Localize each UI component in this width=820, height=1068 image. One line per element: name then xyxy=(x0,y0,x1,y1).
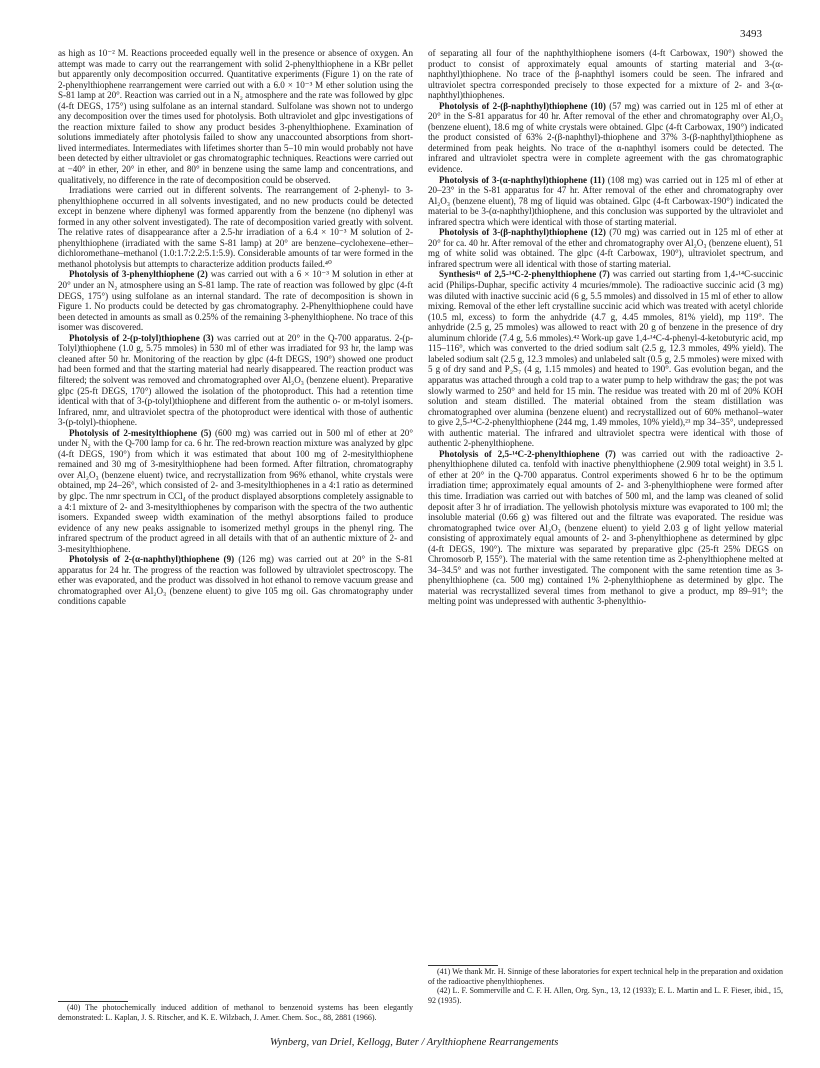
footnote: (40) The photochemically induced addition of methanol to benzenoid systems has been elegantly demonstrated: L. Kaplan, J. S. Ritscher, and K. E. Wilzbach, J. Amer. Chem. Soc., 88, 2881 (1966). xyxy=(58,1003,413,1022)
paragraph-heading: Photolysis of 2-(α-naphthyl)thiophene (9) xyxy=(69,554,235,565)
footnote-divider xyxy=(58,1001,128,1002)
footnote: (42) L. F. Sommerville and C. F. H. Allen, Org. Syn., 13, 12 (1933); E. L. Martin and L. F. Fieser, ibid., 15, 92 (1935). xyxy=(428,986,783,1005)
paragraph-heading: Photolysis of 2-(p-tolyl)thiophene (3) xyxy=(69,332,214,343)
paragraph-heading: Photolysis of 2-mesitylthiophene (5) xyxy=(69,427,212,438)
paragraph: Irradiations were carried out in different solvents. The rearrangement of 2-phenyl- to 3-phenylthiophene occurred in all solvents investigated, and no new products could be detected except in benzene where diphenyl was formed apparently from the benzene (no diphenyl was formed in any other solvent investigated). The rate of decomposition varied greatly with solvent. The relative rates of disappearance after a 2.5-hr irradiation of a 6.4 × 10⁻³ M solution of 2-phenylthiophene (irradiated with the same S-81 lamp) at 20° are benzene–cyclohexene–ether–dichloromethane–methanol (1.0:1.7:2.2:5.1:5.9). Considerable amounts of tar were formed in the methanol photolysis but attempts to characterize addition products failed.⁴⁰ xyxy=(58,185,413,269)
paragraph: Photolysis of 2-mesitylthiophene (5) (600 mg) was carried out in 500 ml of ether at 20° under N₂ with the Q-700 lamp for ca. 6 hr. The red-brown reaction mixture was analyzed by glpc (4-ft DEGS, 190°) from which it was estimated that about 100 mg of 2-mesitylthiophene remained and 30 mg of 3-mesitylthiophene had been formed. After filtration, chromatography over Al₂O₃ (benzene eluent) twice, and recrystallization from 96% ethanol, white crystals were obtained, mp 24–26°, which consisted of 2- and 3-mesitylthiophenes in a 4:1 ratio as determined by glpc. The nmr spectrum in CCl₄ of the product displayed absorptions completely assignable to a 4:1 mixture of 2- and 3-mesitylthiophenes by comparison with the spectra of the two authentic isomers. Expanded sweep width examination of the methyl absorptions failed to produce evidence of any new peaks assignable to isomerized methyl groups in the phenyl ring. The infrared spectrum of the product agreed in all details with that of an authentic mixture of 2- and 3-mesitylthiophene. xyxy=(58,427,413,554)
running-footer: Wynberg, van Driel, Kellogg, Buter / Arylthiophene Rearrangements xyxy=(270,1037,559,1048)
paragraph-heading: Photolysis of 2-(β-naphthyl)thiophene (10) xyxy=(439,100,606,111)
right-column xyxy=(428,48,783,607)
paragraph-heading: Photolysis of 2,5-¹⁴C-2-phenylthiophene (7) xyxy=(439,448,616,459)
paragraph: Photolysis of 3-phenylthiophene (2) was carried out with a 6 × 10⁻³ M solution in ether at 20° under an N₂ atmosphere using an S-81 lamp. The rate of reaction was followed by glpc (4-ft DEGS, 175°) using sulfolane as an internal standard. The rate of decomposition is shown in Figure 1. No products could be detected by gas chromatography. 2-Phenylthiophene could have been detected in amounts as small as 0.25% of the remaining 3-phenylthiophene. No trace of this isomer was discovered. xyxy=(58,269,413,333)
paragraph: of separating all four of the naphthylthiophene isomers (4-ft Carbowax, 190°) showed the product to consist of approximately equal amounts of starting material and 3-(α-naphthyl)thiophene. No trace of the β-naphthyl isomers could be seen. The infrared and ultraviolet spectra corresponded precisely to those expected for a mixture of 2- and 3-(α-naphthyl)thiophenes. xyxy=(428,48,783,101)
paragraph: Photolysis of 3-(α-naphthyl)thiophene (11) (108 mg) was carried out in 125 ml of ether at 20–23° in the S-81 apparatus for 47 hr. After removal of the ether and chromatography over Al₂O₃ (benzene eluent), 78 mg of liquid was obtained. Glpc (4-ft Carbowax-190°) indicated the material to be 3-(α-naphthyl)thiophene, and this conclusion was supported by the ultraviolet and infrared spectra which were identical with those of starting material. xyxy=(428,174,784,227)
paragraph: Photolysis of 3-(β-naphthyl)thiophene (12) (70 mg) was carried out in 125 ml of ether at 20° for ca. 40 hr. After removal of the ether and chromatography over Al₂O₃ (benzene eluent), 51 mg of white solid was obtained. The glpc (4-ft Carbowax, 190°), ultraviolet spectrum, and infrared spectrum were all identical with those of starting material. xyxy=(428,227,783,269)
paragraph: Photolysis of 2-(β-naphthyl)thiophene (10) (57 mg) was carried out in 125 ml of ether at 20° in the S-81 apparatus for 40 hr. After removal of the ether and chromatography over Al₂O₃ (benzene eluent), 18.6 mg of white crystals were obtained. Glpc (4-ft Carbowax, 190°) indicated the product consisted of 63% 2-(β-naphthyl)-thiophene and 37% 3-(β-naphthyl)thiophene as determined from peak heights. No trace of the α-naphthyl isomers could be detected. The infrared and ultraviolet spectra were in complete agreement with the gas chromatographic evidence. xyxy=(428,100,783,175)
paragraph-heading: Photolysis of 3-phenylthiophene (2) xyxy=(69,269,208,280)
paragraph: Photolysis of 2-(p-tolyl)thiophene (3) was carried out at 20° in the Q-700 apparatus. 2-(p-Tolyl)thiophene (1.0 g, 5.75 mmoles) in 530 ml of ether was irradiated for 93 hr, the lamp was cleaned after 50 hr. Monitoring of the reaction by glpc (4-ft DEGS, 190°) showed one product had been formed and that the starting material had nearly disappeared. The reaction product was filtered; the solvent was removed and chromatographed over Al₂O₃ (benzene eluent). Preparative glpc (25-ft DEGS, 170°) allowed the isolation of the photoproduct. This had a retention time identical with that of 3-(p-tolyl)thiophene and different from the authentic o- or m-tolyl isomers. Infrared, nmr, and ultraviolet spectra of the photoproduct were identical with those of authentic 3-(p-tolyl)-thiophene. xyxy=(58,332,413,428)
footnote: (41) We thank Mr. H. Sinnige of these laboratories for expert technical help in the preparation and oxidation of the radioactive phenylthiophenes. xyxy=(428,967,783,986)
paragraph: Photolysis of 2-(α-naphthyl)thiophene (9) (126 mg) was carried out at 20° in the S-81 apparatus for 24 hr. The progress of the reaction was followed by ultraviolet spectroscopy. The ether was evaporated, and the product was dissolved in hot ethanol to remove vacuum grease and chromatographed over Al₂O₃ (benzene eluent) to give 105 mg oil. Gas chromatography under conditions capable xyxy=(58,554,413,607)
left-column xyxy=(58,48,413,607)
footnote-divider xyxy=(428,965,498,966)
paragraph-heading: Synthesis⁴¹ of 2,5-¹⁴C-2-phenylthiophene (7) xyxy=(439,269,610,280)
paragraph-heading: Photolysis of 3-(β-naphthyl)thiophene (12) xyxy=(439,227,606,238)
paragraph-heading: Photolysis of 3-(α-naphthyl)thiophene (11) xyxy=(439,174,605,185)
footnotes-right xyxy=(428,967,783,1005)
paragraph: as high as 10⁻² M. Reactions proceeded equally well in the presence or absence of oxygen. An attempt was made to carry out the rearrangement with solid 2-phenylthiophene in a KBr pellet but apparently only decomposition occurred. Quantitative experiments (Figure 1) on the rate of 2-phenylthiophene rearrangement were carried out with a 6.0 × 10⁻³ M ether solution using the S-81 lamp at 20°. Reaction was carried out in a N₂ atmosphere and the rate was followed by glpc (4-ft DEGS, 175°) using sulfolane as an internal standard. Sulfolane was shown not to undergo any decomposition over the times used for photolysis. Both ultraviolet and glpc investigations of the reaction mixture failed to show any product besides 3-phenylthiophene. Examination of solutions immediately after photolysis failed to show any unaccounted absorptions from short-lived intermediates. Intermediates with lifetimes shorter than 5–10 min would probably not have been detected by either ultraviolet or gas chromatographic techniques. Reactions were carried out at −40° in ether, 20° in ether, and 80° in benzene using the same lamp and concentrations, and qualitatively, no difference in the rate of decomposition could be observed. xyxy=(58,48,413,185)
page-number: 3493 xyxy=(740,28,762,40)
paragraph: Photolysis of 2,5-¹⁴C-2-phenylthiophene (7) was carried out with the radioactive 2-phenylthiophene diluted ca. tenfold with inactive phenylthiophene (2.909 total weight) in 3.5 l. of ether at 20° in the Q-700 apparatus. Control experiments showed 6 hr to be the optimum irradiation time; approximately equal amounts of 2- and 3-phenylthiophene were formed after this time. Irradiation was carried out with batches of 500 ml, and the lamp was cleaned of solid deposit after 3 hr of irradiation. The yellowish photolysis mixture was evaporated to 100 ml; the insoluble material (0.66 g) was filtered out and the filtrate was evaporated. The residue was chromatographed twice over Al₂O₃ (benzene eluent) to yield 2.03 g of light yellow material consisting of approximately equal amounts of 2- and 3-phenylthiophene as determined by glpc (4-ft DEGS, 190°). The mixture was separated by preparative glpc (25-ft 25% DEGS on Chromosorb P, 155°). The material with the same retention time as 2-phenylthiophene melted at 34–34.5° and was not further investigated. The component with the same retention time as 3-phenylthiophene (ca. 500 mg) contained 1% 2-phenylthiophene as determined by glpc. The material was recrystallized several times from methanol to give a product, mp 89–91°; the melting point was undepressed with authentic 3-phenylthio- xyxy=(428,448,783,607)
footnotes-left xyxy=(58,1003,413,1022)
paragraph: Synthesis⁴¹ of 2,5-¹⁴C-2-phenylthiophene (7) was carried out starting from 1,4-¹⁴C-succinic acid (Philips-Duphar, specific activity 4 mcuries/mmole). The radioactive succinic acid (3 mg) was diluted with inactive succinic acid (6 g, 5.5 mmoles) and dissolved in 15 ml of ether to allow mixing. Removal of the ether left crystalline succinic acid which was treated with acetyl chloride (10.5 ml, excess) to form the anhydride (4.7 g, 4.45 mmoles, 81% yield), mp 119°. The anhydride (2.5 g, 25 mmoles) was allowed to react with 20 g of benzene in the presence of dry aluminum chloride (7.4 g, 5.6 mmoles).⁴² Work-up gave 1,4-¹⁴C-4-phenyl-4-ketobutyric acid, mp 115–116°, which was converted to the dried sodium salt (2.5 g, 12.3 mmoles, 49% yield). The labeled sodium salt (2.5 g, 12.3 mmoles) and unlabeled salt (0.5 g, 2.5 mmoles) were mixed with 5 g of dry sand and P₂S₇ (4 g, 1.15 mmoles) and heated to 190°. Gas evolution began, and the apparatus was attached through a cold trap to a water pump to help withdraw the gas; the pot was slowly warmed to 250° and held for 15 min. The residue was treated with 20 ml of 20% KOH solution and steam distilled. The material obtained from the steam distillation was chromatographed over alumina (benzene eluent) and recrystallized out of 60% methanol–water to give 2,5-¹⁴C-2-phenylthiophene (244 mg, 1.49 mmoles, 10% yield),²¹ mp 34–35°, undepressed with authentic material. The infrared and ultraviolet spectra were identical with those of authentic 2-phenylthiophene. xyxy=(428,269,784,449)
